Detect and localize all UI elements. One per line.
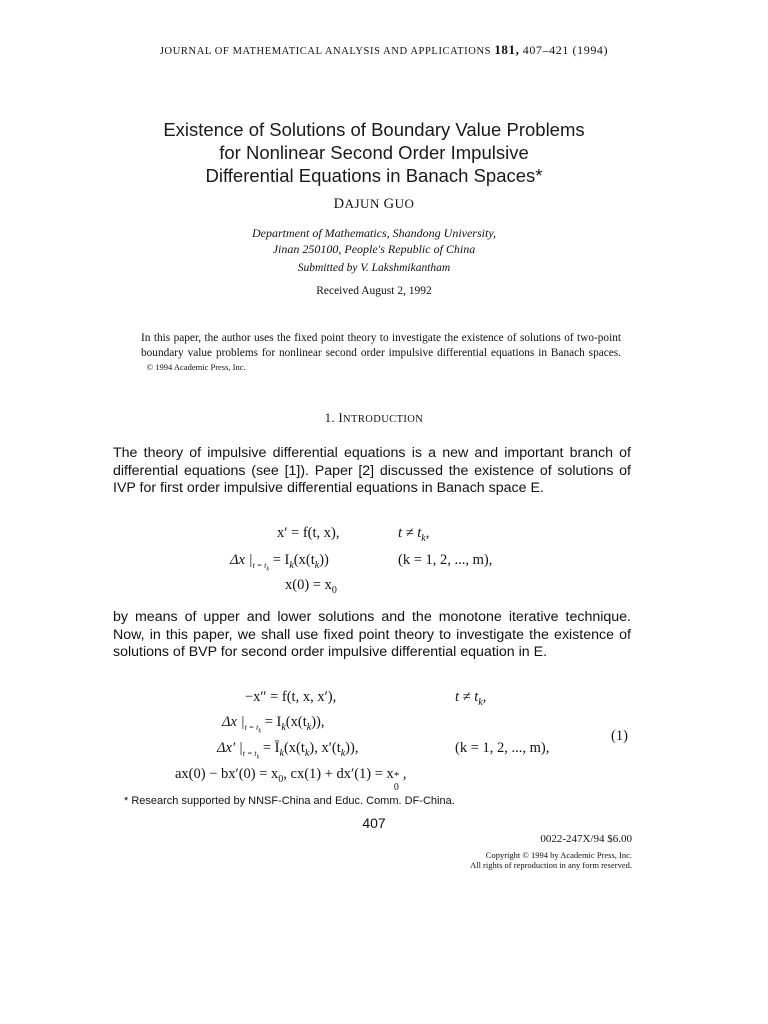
journal-name: JOURNAL OF MATHEMATICAL ANALYSIS AND APPLICATIONS xyxy=(159,46,492,57)
abstract xyxy=(141,331,621,375)
copyright-line-1: Copyright © 1994 by Academic Press, Inc. xyxy=(485,850,632,860)
submitted-by: Submitted by V. Lakshmikantham xyxy=(297,262,451,274)
journal-pages: 407–421 (1994) xyxy=(522,43,609,57)
bvp-line-3: Δx′ $|_{t = t_k}$ = $Ī_k(x(t_k)$, $x'(t_k)$), xyxy=(217,740,359,761)
abstract-text: In this paper, the author uses the fixed point theory to investigate the existence of solutions of two-point boundary value problems for nonlinear second order impulsive differential equations in Banach spaces. xyxy=(141,332,621,359)
ivp-eq3: $x(0) = x_0$ xyxy=(285,577,337,596)
journal-header xyxy=(0,42,768,58)
bvp-line-3-cond: (k = 1, 2, ..., m), xyxy=(455,740,550,756)
abstract-copyright: © 1994 Academic Press, Inc. xyxy=(146,362,246,372)
ivp-eq2-cond: (k = 1, 2, ..., m), xyxy=(398,552,493,568)
title-line-3: Differential Equations in Banach Spaces* xyxy=(205,165,543,186)
author-affiliation xyxy=(0,225,748,257)
copyright-line-2: All rights of reproduction in any form reserved. xyxy=(470,860,632,870)
affiliation-line-1: Department of Mathematics, Shandong University, xyxy=(252,226,496,240)
bvp-line-4: $ax(0) - bx'(0) = x_0$, cx(1) + dx′(1) = x * 0 , xyxy=(175,766,407,793)
journal-volume: 181, xyxy=(494,42,520,57)
author-name: DAJUN GUO xyxy=(333,196,415,212)
ivp-eq1-lhs: x′ = f(t, x), xyxy=(277,525,340,541)
bvp-line-1-cond: $t \ne t_k$, xyxy=(455,689,487,708)
bvp-line-1: −x″ = f(t, x, x′), xyxy=(245,689,337,705)
ivp-eq2: Δx $|_{t = t_k} = I_k(x(t_k))$ xyxy=(230,552,329,573)
title-line-2: for Nonlinear Second Order Impulsive xyxy=(219,142,529,163)
affiliation-line-2: Jinan 250100, People's Republic of China xyxy=(272,242,476,256)
bvp-line-2: Δx $|_{t = t_k} = I_k(x(t_k))$, xyxy=(222,714,325,735)
ivp-eq1-cond: $t \ne t_k$, xyxy=(398,525,430,544)
title-line-1: Existence of Solutions of Boundary Value Problems xyxy=(163,119,585,140)
intro-paragraph-1: The theory of impulsive differential equations is a new and important branch of differential equations (see [1]). Paper [2] discussed the existence of solutions of IVP for first order impulsive differential equations in Banach space E. xyxy=(113,445,631,496)
received-date: Received August 2, 1992 xyxy=(316,285,432,297)
footnote: * Research supported by NNSF-China and Educ. Comm. DF-China. xyxy=(124,795,455,807)
equation-number: (1) xyxy=(611,728,628,744)
copyright-notice xyxy=(400,850,632,870)
section-heading: 1. INTRODUCTION xyxy=(324,411,424,425)
page-number: 407 xyxy=(362,815,386,831)
price-code: 0022-247X/94 $6.00 xyxy=(540,833,632,845)
intro-paragraph-2: by means of upper and lower solutions and the monotone iterative technique. Now, in this paper, we shall use fixed point theory to investigate the existence of solutions of BVP for second order impulsive differential equation in E. xyxy=(113,609,631,660)
paper-title xyxy=(0,118,748,187)
